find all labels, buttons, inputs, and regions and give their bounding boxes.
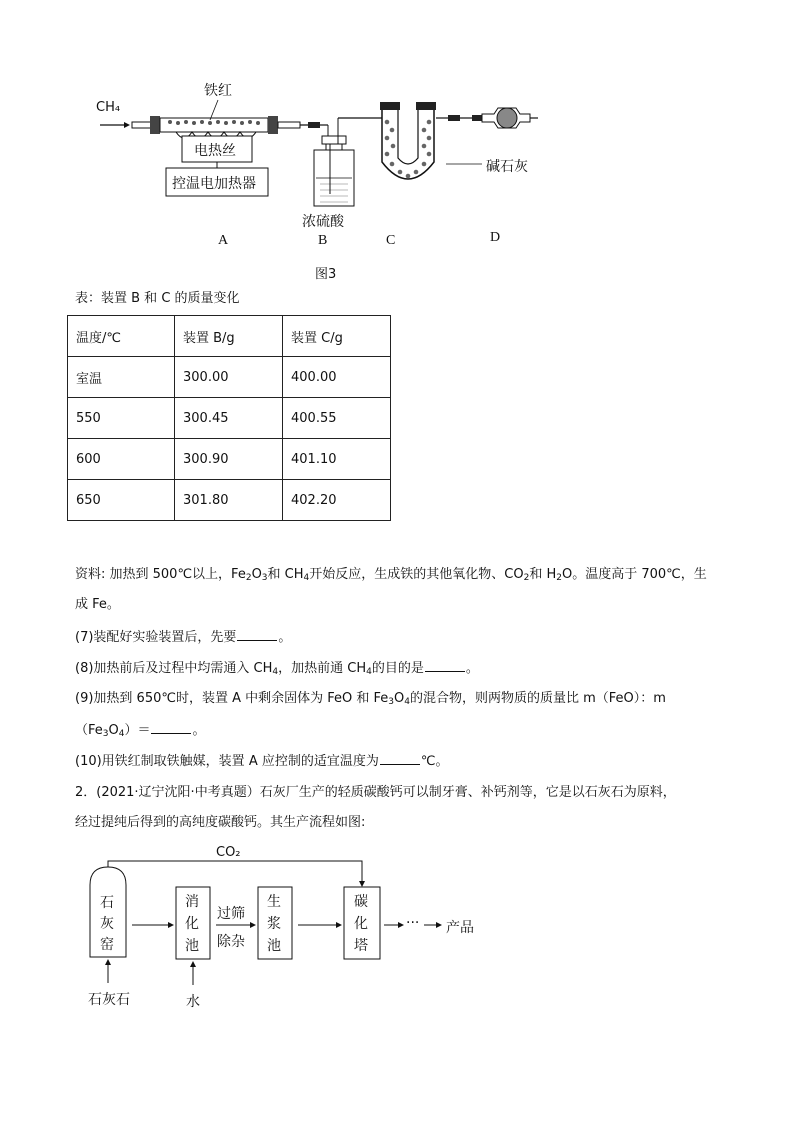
question-10: (10)用铁红制取铁触媒，装置 A 应控制的适宜温度为 ℃。 bbox=[75, 754, 449, 769]
table-cell: 300.90 bbox=[175, 439, 283, 480]
product-label: 产品 bbox=[446, 920, 474, 936]
table-cell: 600 bbox=[68, 439, 175, 480]
table-row bbox=[68, 439, 391, 480]
table-cell: 300.00 bbox=[175, 357, 283, 398]
label-c: C bbox=[386, 233, 396, 248]
figure-caption: 图3 bbox=[315, 267, 337, 282]
table-row bbox=[68, 357, 391, 398]
problem-2-line-1: 2．(2021·辽宁沈阳·中考真题）石灰厂生产的轻质碳酸钙可以制牙膏、补钙剂等，它是以石灰石为原料， bbox=[75, 785, 676, 800]
iron-red-label: 铁红 bbox=[204, 83, 232, 99]
table-row bbox=[68, 480, 391, 521]
soda-lime-label: 碱石灰 bbox=[486, 159, 528, 175]
table-cell: 401.10 bbox=[283, 439, 391, 480]
filter-label-bottom: 除杂 bbox=[217, 934, 245, 950]
slurry-tank-box: 生 浆 池 bbox=[267, 894, 281, 954]
answer-blank[interactable] bbox=[151, 721, 191, 734]
table-row bbox=[68, 398, 391, 439]
table-header-cell: 温度/℃ bbox=[68, 316, 175, 357]
answer-blank[interactable] bbox=[380, 752, 420, 765]
digester-box: 消 化 池 bbox=[185, 894, 199, 954]
label-b: B bbox=[318, 233, 328, 248]
conc-sulfuric-label: 浓硫酸 bbox=[302, 214, 344, 230]
table-header-cell: 装置 C/g bbox=[283, 316, 391, 357]
table-cell: 400.55 bbox=[283, 398, 391, 439]
apparatus-figure bbox=[90, 78, 550, 288]
answer-blank[interactable] bbox=[237, 628, 277, 641]
question-9-line-1: (9)加热到 650℃时，装置 A 中剩余固体为 FeO 和 $Fe_3O_4$的混合物，则两物质的质量比 m（FeO）：m bbox=[75, 691, 666, 707]
co2-label: CO₂ bbox=[216, 845, 241, 860]
reference-line-1: 资料: 加热到 500℃以上，$Fe_2O_3$和 $CH_4$开始反应，生成铁的其他氧化物、$CO_2$和 $H_2O$。温度高于 700℃，生 bbox=[75, 567, 707, 583]
answer-blank[interactable] bbox=[425, 659, 465, 672]
table-cell: 301.80 bbox=[175, 480, 283, 521]
flow-drawing bbox=[80, 845, 500, 1015]
table-cell: 400.00 bbox=[283, 357, 391, 398]
problem-2-line-2: 经过提纯后得到的高纯度碳酸钙。其生产流程如图: bbox=[75, 815, 366, 830]
ch4-inlet-label: CH₄ bbox=[96, 100, 121, 115]
mass-change-table bbox=[67, 315, 391, 521]
reference-line-2: 成 Fe。 bbox=[75, 597, 120, 612]
lime-kiln-box: 石 灰 窑 bbox=[100, 895, 114, 953]
table-header-row bbox=[68, 316, 391, 357]
table-header-cell: 装置 B/g bbox=[175, 316, 283, 357]
temp-controller-label: 控温电加热器 bbox=[172, 176, 256, 192]
question-9-line-2: $(Fe_3O_4)=$ 。 bbox=[75, 723, 206, 739]
water-label: 水 bbox=[186, 994, 200, 1010]
label-a: A bbox=[218, 233, 229, 248]
question-8: (8)加热前后及过程中均需通入 $CH_4$，加热前通 $CH_4$的目的是 。 bbox=[75, 661, 479, 677]
apparatus-drawing bbox=[90, 78, 550, 288]
ellipsis-label: ··· bbox=[406, 915, 420, 931]
carbonation-tower-box: 碳 化 塔 bbox=[354, 894, 368, 954]
table-cell: 402.20 bbox=[283, 480, 391, 521]
filter-label-top: 过筛 bbox=[217, 906, 245, 922]
table-cell: 室温 bbox=[68, 357, 175, 398]
table-cell: 550 bbox=[68, 398, 175, 439]
flow-diagram bbox=[80, 845, 500, 1015]
question-7: (7)装配好实验装置后，先要 。 bbox=[75, 630, 292, 645]
label-d: D bbox=[490, 230, 501, 245]
table-cell: 300.45 bbox=[175, 398, 283, 439]
table-caption: 表：装置 B 和 C 的质量变化 bbox=[75, 291, 240, 306]
limestone-label: 石灰石 bbox=[88, 992, 130, 1008]
table-cell: 650 bbox=[68, 480, 175, 521]
heating-wire-label: 电热丝 bbox=[194, 143, 236, 159]
